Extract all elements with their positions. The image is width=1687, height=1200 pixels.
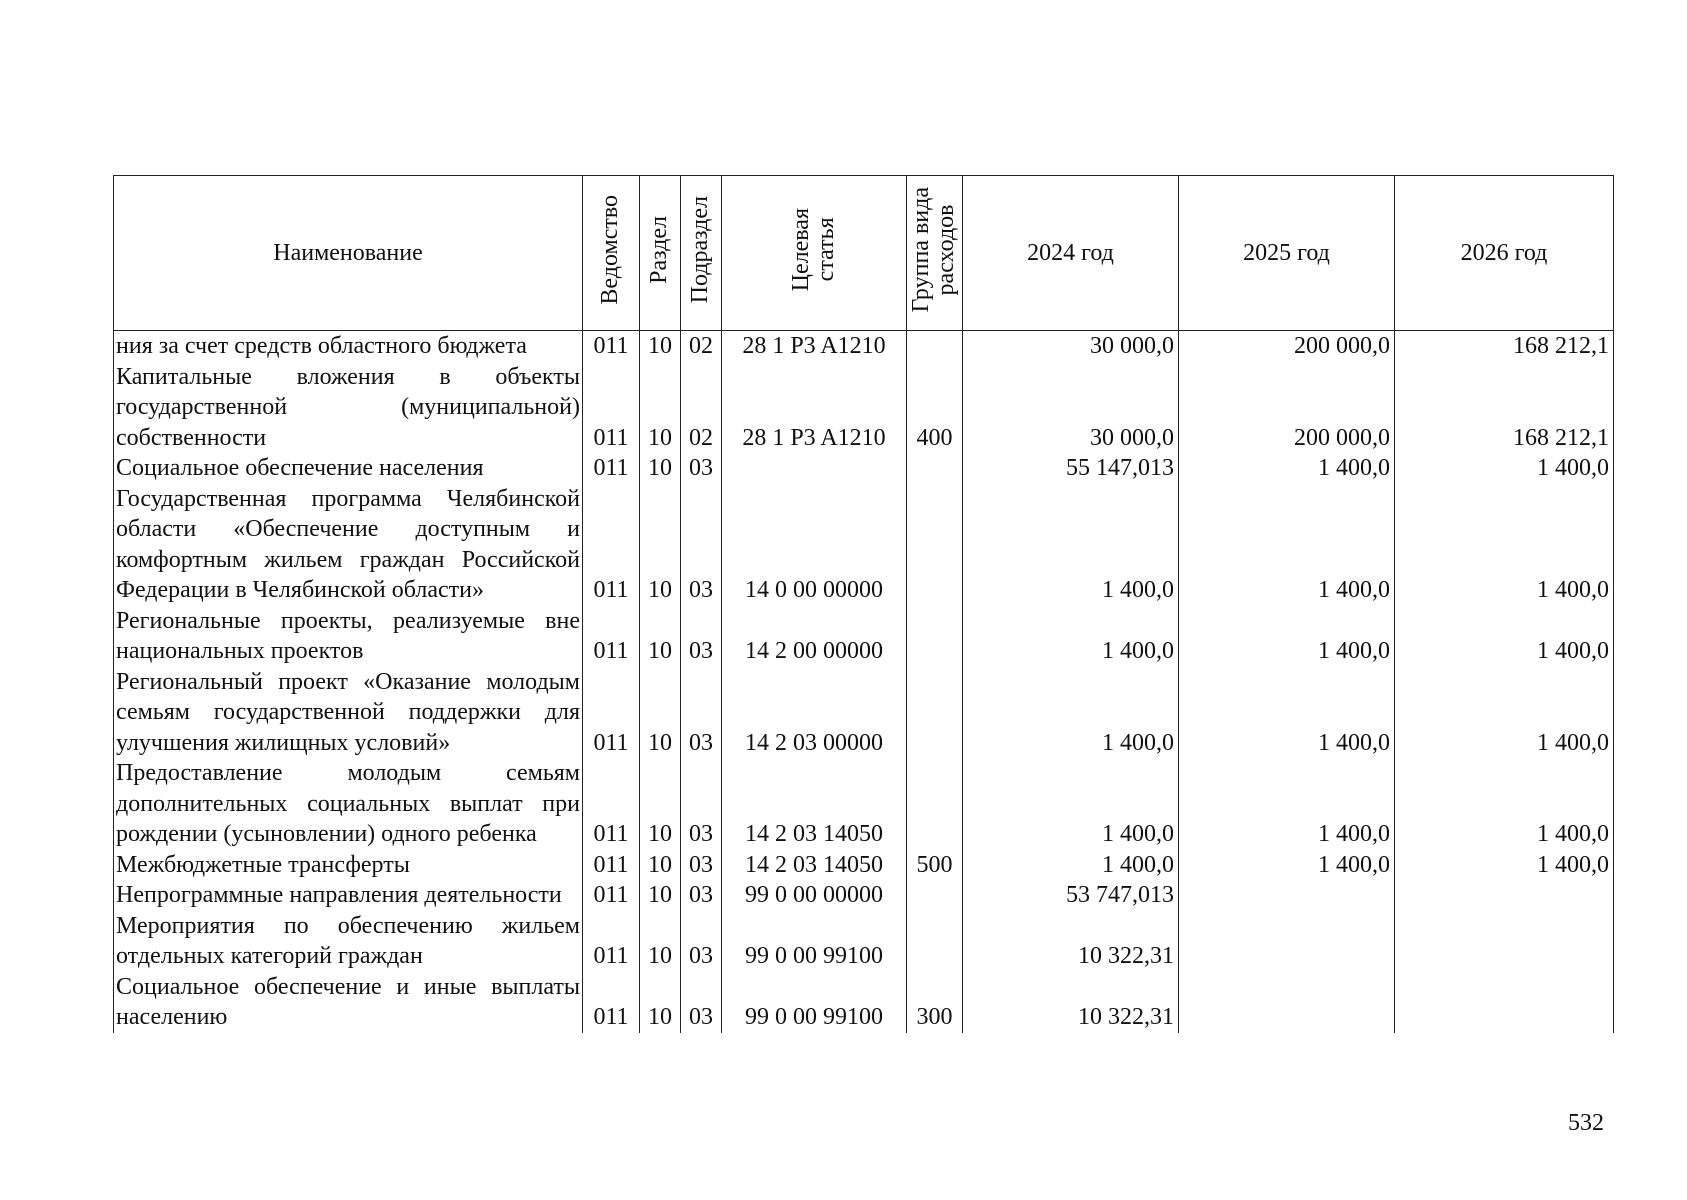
header-section	[640, 176, 681, 331]
cell-section: 10	[640, 880, 681, 911]
cell-2025: 200 000,0	[1179, 362, 1395, 454]
header-name-label: Наименование	[273, 239, 423, 266]
cell-section: 10	[640, 850, 681, 881]
cell-2025: 1 400,0	[1179, 758, 1395, 850]
table-row	[114, 880, 1614, 911]
cell-2026: 1 400,0	[1395, 606, 1614, 667]
cell-subsection: 03	[681, 850, 722, 881]
cell-2026: 1 400,0	[1395, 453, 1614, 484]
header-target-item-line2: статья	[813, 217, 839, 282]
cell-name: Региональные проекты, реализуемые вне национальных проектов	[114, 606, 583, 667]
cell-2025	[1179, 972, 1395, 1033]
cell-expense-group: 300	[907, 972, 963, 1033]
header-expense-group-line1: Группа вида	[908, 186, 935, 313]
cell-2024: 30 000,0	[963, 331, 1179, 362]
cell-name: Межбюджетные трансферты	[114, 850, 583, 881]
cell-department: 011	[583, 758, 640, 850]
cell-target-item: 28 1 P3 A1210	[722, 331, 907, 362]
cell-2025	[1179, 880, 1395, 911]
cell-section: 10	[640, 606, 681, 667]
cell-department: 011	[583, 453, 640, 484]
cell-2026: 168 212,1	[1395, 362, 1614, 454]
cell-2025: 1 400,0	[1179, 606, 1395, 667]
cell-name: Социальное обеспечение и иные выплаты населению	[114, 972, 583, 1033]
header-2025-label: 2025 год	[1243, 239, 1330, 266]
cell-expense-group	[907, 484, 963, 606]
cell-section: 10	[640, 911, 681, 972]
cell-department: 011	[583, 911, 640, 972]
header-target-item-line1: Целевая	[787, 207, 814, 292]
cell-2025: 1 400,0	[1179, 484, 1395, 606]
table-row	[114, 972, 1614, 1033]
cell-expense-group: 400	[907, 362, 963, 454]
cell-2026: 1 400,0	[1395, 850, 1614, 881]
table-row	[114, 911, 1614, 972]
cell-2025: 200 000,0	[1179, 331, 1395, 362]
header-target-item	[722, 176, 907, 331]
cell-expense-group	[907, 331, 963, 362]
cell-2026: 1 400,0	[1395, 484, 1614, 606]
cell-target-item: 99 0 00 99100	[722, 911, 907, 972]
cell-2024: 30 000,0	[963, 362, 1179, 454]
cell-department: 011	[583, 667, 640, 759]
cell-subsection: 03	[681, 484, 722, 606]
cell-2024: 1 400,0	[963, 667, 1179, 759]
cell-2025: 1 400,0	[1179, 850, 1395, 881]
header-department-label: Ведомство	[597, 194, 624, 305]
cell-2026	[1395, 911, 1614, 972]
cell-2025: 1 400,0	[1179, 667, 1395, 759]
cell-subsection: 03	[681, 606, 722, 667]
header-department	[583, 176, 640, 331]
header-2026	[1395, 176, 1614, 331]
cell-target-item: 14 2 03 00000	[722, 667, 907, 759]
cell-target-item: 14 2 00 00000	[722, 606, 907, 667]
cell-target-item: 14 2 03 14050	[722, 850, 907, 881]
cell-target-item: 14 0 00 00000	[722, 484, 907, 606]
header-target-item-label	[789, 208, 839, 291]
cell-2024: 1 400,0	[963, 850, 1179, 881]
header-row	[114, 176, 1614, 331]
cell-department: 011	[583, 850, 640, 881]
header-name	[114, 176, 583, 331]
cell-department: 011	[583, 972, 640, 1033]
cell-section: 10	[640, 453, 681, 484]
cell-name: Социальное обеспечение населения	[114, 453, 583, 484]
header-expense-group-label	[909, 187, 959, 312]
cell-expense-group	[907, 880, 963, 911]
cell-expense-group	[907, 453, 963, 484]
cell-2026	[1395, 880, 1614, 911]
header-expense-group-line2: расходов	[933, 204, 960, 295]
table-row	[114, 331, 1614, 362]
cell-name: Предоставление молодым семьям дополнительных социальных выплат при рождении (усыновлении) одного ребенка	[114, 758, 583, 850]
cell-2024: 55 147,013	[963, 453, 1179, 484]
page-number: 532	[1568, 1110, 1604, 1136]
cell-2026: 168 212,1	[1395, 331, 1614, 362]
cell-name: Капитальные вложения в объекты государственной (муниципальной) собственности	[114, 362, 583, 454]
table-row	[114, 850, 1614, 881]
cell-expense-group	[907, 758, 963, 850]
cell-section: 10	[640, 331, 681, 362]
cell-2024: 10 322,31	[963, 972, 1179, 1033]
header-expense-group	[907, 176, 963, 331]
cell-2026: 1 400,0	[1395, 667, 1614, 759]
cell-section: 10	[640, 484, 681, 606]
cell-2025	[1179, 911, 1395, 972]
cell-target-item: 99 0 00 00000	[722, 880, 907, 911]
cell-section: 10	[640, 972, 681, 1033]
table-row	[114, 362, 1614, 454]
cell-target-item	[722, 453, 907, 484]
cell-2026	[1395, 972, 1614, 1033]
cell-section: 10	[640, 362, 681, 454]
budget-table	[113, 175, 1614, 1033]
cell-name: Мероприятия по обеспечению жильем отдельных категорий граждан	[114, 911, 583, 972]
header-2026-label: 2026 год	[1460, 239, 1548, 266]
header-2024	[963, 176, 1179, 331]
cell-department: 011	[583, 484, 640, 606]
cell-subsection: 03	[681, 453, 722, 484]
header-subsection-label: Подраздел	[687, 195, 714, 304]
cell-target-item: 28 1 P3 A1210	[722, 362, 907, 454]
cell-expense-group	[907, 911, 963, 972]
header-2025	[1179, 176, 1395, 331]
table-row	[114, 453, 1614, 484]
cell-name: Непрограммные направления деятельности	[114, 880, 583, 911]
cell-section: 10	[640, 667, 681, 759]
cell-2025: 1 400,0	[1179, 453, 1395, 484]
cell-name: ния за счет средств областного бюджета	[114, 331, 583, 362]
cell-name: Региональный проект «Оказание молодым семьям государственной поддержки для улучшения жилищных условий»	[114, 667, 583, 759]
table-row	[114, 667, 1614, 759]
cell-expense-group	[907, 606, 963, 667]
cell-target-item: 14 2 03 14050	[722, 758, 907, 850]
header-2024-label: 2024 год	[1027, 239, 1114, 266]
cell-subsection: 02	[681, 362, 722, 454]
table-body	[114, 331, 1614, 1033]
cell-department: 011	[583, 606, 640, 667]
cell-subsection: 02	[681, 331, 722, 362]
cell-target-item: 99 0 00 99100	[722, 972, 907, 1033]
table-row	[114, 606, 1614, 667]
header-subsection	[681, 176, 722, 331]
header-section-label: Раздел	[646, 215, 673, 284]
cell-subsection: 03	[681, 880, 722, 911]
cell-expense-group	[907, 667, 963, 759]
cell-subsection: 03	[681, 758, 722, 850]
cell-2024: 1 400,0	[963, 758, 1179, 850]
cell-2024: 53 747,013	[963, 880, 1179, 911]
cell-2024: 10 322,31	[963, 911, 1179, 972]
cell-2026: 1 400,0	[1395, 758, 1614, 850]
cell-expense-group: 500	[907, 850, 963, 881]
cell-department: 011	[583, 331, 640, 362]
table-row	[114, 758, 1614, 850]
cell-subsection: 03	[681, 667, 722, 759]
table-row	[114, 484, 1614, 606]
cell-2024: 1 400,0	[963, 484, 1179, 606]
cell-department: 011	[583, 362, 640, 454]
cell-subsection: 03	[681, 972, 722, 1033]
cell-2024: 1 400,0	[963, 606, 1179, 667]
cell-section: 10	[640, 758, 681, 850]
cell-subsection: 03	[681, 911, 722, 972]
cell-name: Государственная программа Челябинской области «Обеспечение доступным и комфортным жильем граждан Российской Федерации в Челябинской области»	[114, 484, 583, 606]
cell-department: 011	[583, 880, 640, 911]
